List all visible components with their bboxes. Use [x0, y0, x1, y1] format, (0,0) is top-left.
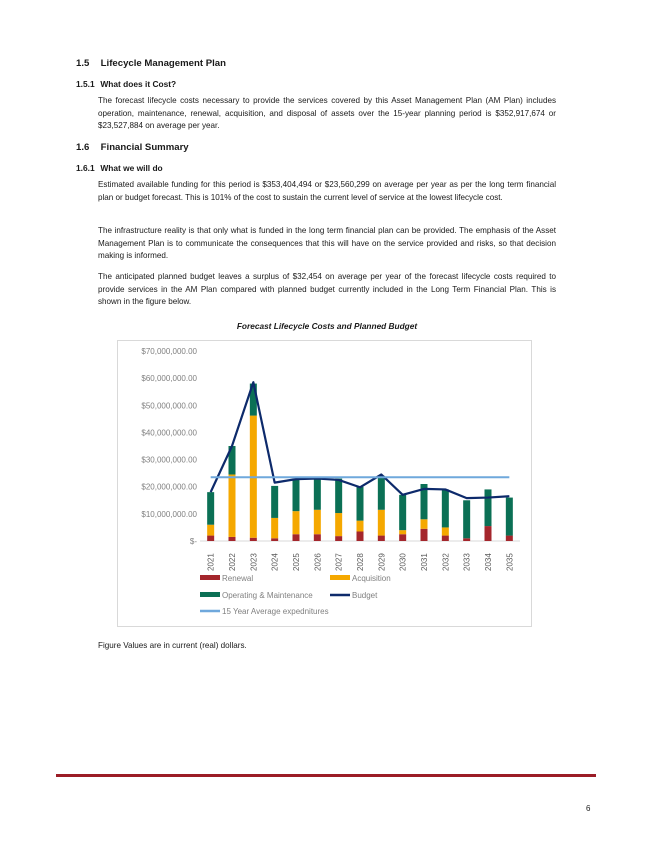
x-tick-label: 2024	[270, 553, 280, 571]
section-number: 1.6.1	[76, 163, 95, 173]
bar-acquisition-2026	[314, 510, 321, 534]
legend-swatch-operating-maintenance	[200, 592, 220, 597]
bar-operating-maintenance-2033	[463, 500, 470, 538]
legend-label-operating-maintenance: Operating & Maintenance	[222, 591, 313, 600]
x-tick-label: 2030	[398, 553, 408, 571]
x-tick-label: 2031	[420, 553, 429, 571]
legend-swatch-renewal	[200, 575, 220, 580]
x-tick-label: 2035	[505, 553, 515, 571]
bar-operating-maintenance-2028	[357, 487, 364, 521]
lifecycle-chart	[117, 340, 532, 627]
bar-operating-maintenance-2024	[271, 486, 278, 518]
bar-renewal-2031	[421, 529, 428, 541]
section-title: Financial Summary	[100, 142, 189, 153]
section-number: 1.6	[76, 142, 90, 153]
x-tick-label: 2027	[334, 553, 344, 571]
bar-acquisition-2028	[357, 521, 364, 532]
figure-title: Forecast Lifecycle Costs and Planned Budget	[236, 321, 418, 331]
bar-renewal-2027	[335, 536, 342, 541]
y-tick-label: $10,000,000.00	[141, 509, 197, 519]
bar-renewal-2032	[442, 536, 449, 541]
x-tick-label: 2023	[249, 553, 259, 571]
chart-svg	[118, 341, 531, 626]
bar-renewal-2023	[250, 538, 257, 541]
x-tick-label: 2028	[356, 553, 365, 571]
bar-renewal-2034	[485, 526, 492, 541]
bar-acquisition-2021	[207, 525, 214, 536]
bar-acquisition-2027	[335, 513, 342, 536]
section-title: Lifecycle Management Plan	[100, 58, 226, 69]
x-tick-label: 2034	[484, 553, 493, 571]
page-number: 6	[586, 804, 591, 813]
y-tick-label: $70,000,000.00	[141, 347, 197, 356]
x-tick-label: 2026	[313, 553, 323, 571]
bar-operating-maintenance-2035	[506, 498, 513, 536]
section-heading-1-6-1	[76, 163, 163, 173]
bar-operating-maintenance-2026	[314, 477, 321, 510]
bar-renewal-2035	[506, 536, 513, 541]
x-tick-label: 2029	[377, 553, 387, 571]
planned-budget-paragraph: The anticipated planned budget leaves a surplus of $32,454 on average per year of the forecast lifecycle costs required to provide services in the AM Plan compared with planned budget currently included in the Long Term Financial Plan. This is shown in the figure below.	[98, 272, 556, 307]
bar-acquisition-2025	[293, 511, 300, 534]
x-tick-label: 2021	[206, 553, 216, 571]
x-tick-label: 2025	[292, 553, 301, 571]
section-number: 1.5	[76, 58, 90, 69]
bar-acquisition-2022	[229, 475, 236, 537]
bar-operating-maintenance-2034	[485, 489, 492, 526]
legend-label-budget: Budget	[352, 591, 378, 600]
bar-operating-maintenance-2021	[207, 492, 214, 525]
section-heading-1-5	[76, 58, 226, 69]
bar-renewal-2021	[207, 536, 214, 541]
bar-operating-maintenance-2027	[335, 479, 342, 513]
bar-renewal-2033	[463, 538, 470, 541]
bar-renewal-2025	[293, 534, 300, 541]
y-tick-label: $50,000,000.00	[141, 401, 197, 411]
lifecycle-cost-paragraph: The forecast lifecycle costs necessary to provide the services covered by this Asset Management Plan (AM Plan) includes operation, maintenance, renewal, acquisition, and disposal of assets over the 15-year planning period is $352,917,674 or $23,527,884 on average per year.	[98, 96, 556, 131]
bar-renewal-2029	[378, 536, 385, 541]
section-heading-1-5-1	[76, 79, 176, 89]
bar-acquisition-2030	[399, 530, 406, 534]
x-tick-label: 2033	[462, 553, 472, 571]
bar-acquisition-2032	[442, 527, 449, 535]
bar-renewal-2022	[229, 537, 236, 541]
x-tick-label: 2022	[228, 553, 237, 571]
legend-label-15-year-average-expednitures: 15 Year Average expednitures	[222, 607, 329, 616]
y-tick-label: $30,000,000.00	[141, 455, 197, 465]
infrastructure-reality-paragraph: The infrastructure reality is that only what is funded in the long term financial plan can be provided. The emphasis of the Asset Management Plan is to communicate the consequences that this will have on the service provided and risks, so that decision making is informed.	[98, 226, 556, 261]
figure-note: Figure Values are in current (real) dollars.	[98, 641, 247, 650]
x-tick-label: 2032	[441, 553, 451, 571]
bar-renewal-2028	[357, 532, 364, 542]
footer-rule	[56, 774, 596, 777]
bar-acquisition-2031	[421, 519, 428, 529]
legend-label-renewal: Renewal	[222, 574, 254, 583]
y-tick-label: $60,000,000.00	[141, 374, 197, 384]
y-tick-label: $-	[189, 537, 197, 546]
bar-operating-maintenance-2030	[399, 495, 406, 530]
y-tick-label: $20,000,000.00	[141, 482, 197, 492]
section-title: What we will do	[100, 163, 163, 173]
funding-paragraph: Estimated available funding for this period is $353,404,494 or $23,560,299 on average per year as per the long term financial plan or budget forecast. This is 101% of the cost to sustain the current level of service at the lowest lifecycle cost.	[98, 180, 556, 202]
bar-renewal-2030	[399, 534, 406, 541]
bar-acquisition-2029	[378, 510, 385, 536]
legend-label-acquisition: Acquisition	[352, 574, 391, 583]
legend-swatch-acquisition	[330, 575, 350, 580]
bar-acquisition-2024	[271, 518, 278, 538]
bar-operating-maintenance-2029	[378, 476, 385, 510]
bar-renewal-2026	[314, 534, 321, 541]
bar-operating-maintenance-2025	[293, 479, 300, 512]
section-title: What does it Cost?	[100, 79, 177, 89]
y-tick-label: $40,000,000.00	[141, 428, 197, 438]
section-heading-1-6	[76, 142, 189, 153]
bar-operating-maintenance-2032	[442, 489, 449, 527]
section-number: 1.5.1	[76, 79, 95, 89]
bar-renewal-2024	[271, 538, 278, 541]
